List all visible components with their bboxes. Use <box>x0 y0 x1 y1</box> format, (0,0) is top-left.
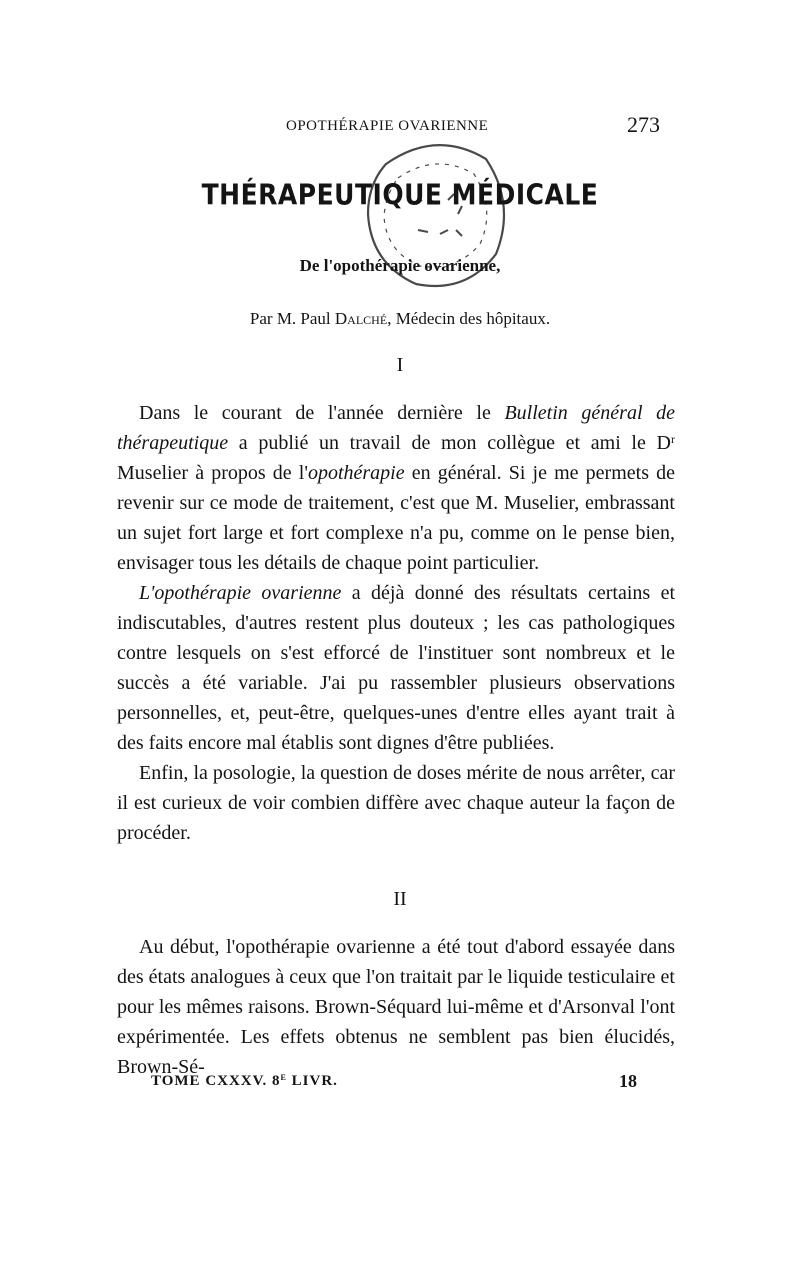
article-section-title: THÉRAPEUTIQUE MÉDICALE <box>201 177 599 212</box>
author-name: Dalché <box>334 309 388 328</box>
p1-italic-term: opothérapie <box>307 462 405 484</box>
signature-mark: 18 <box>619 1071 637 1091</box>
p2-italic-term: L'opothérapie ovarienne <box>139 582 342 604</box>
volume-text-b: LIVR. <box>286 1073 338 1089</box>
p1-text-f: en général. Si je me permets de revenir sur ce mode de traitement, c'est que M. Muselier, embrassant un sujet fort large et fort complexe n'a pu, comme on le pense bien, envisager tous les détails de chaque point particulier. <box>117 462 675 574</box>
paragraph-1 <box>117 398 675 578</box>
section-2-body <box>117 932 675 1082</box>
p2-text: a déjà donné des résultats certains et indiscutables, d'autres restent plus douteux ; les cas pathologiques contre lesquels on s'est efforcé de l'instituer sont nombreux et le succès a été variable. J'ai pu rassembler plusieurs observations personnelles, et, peut-être, quelques-unes d'entre elles ayant trait à des faits encore mal établis sont dignes d'être publiées. <box>117 582 675 754</box>
page-number: 273 <box>627 112 660 137</box>
volume-sup: e <box>280 1071 287 1083</box>
bulletin-title: Bulletin général de thérapeutique <box>117 402 675 454</box>
paragraph-2 <box>117 578 675 758</box>
paragraph-4: Au début, l'opothérapie ovarienne a été tout d'abord essayée dans des états analogues à ceux que l'on traitait par le liquide testiculaire et pour les mêmes raisons. Brown-Séquard lui-même et d'Arsonval l'ont expérimentée. Les effets obtenus ne semblent pas bien élucidés, Brown-Sé- <box>117 936 675 1078</box>
doctor-abbrev-sup: r <box>671 432 675 446</box>
paragraph-3: Enfin, la posologie, la question de doses mérite de nous arrêter, car il est curieux de voir combien diffère avec chaque auteur la façon de procéder. <box>117 762 675 844</box>
p1-text-d: Muselier à propos de l' <box>117 462 308 484</box>
p1-text-a: Dans le courant de l'année dernière le <box>139 402 505 424</box>
volume-label <box>151 1073 338 1089</box>
section-numeral-2: II <box>393 888 407 910</box>
volume-text-a: TOME CXXXV. 8 <box>151 1073 281 1089</box>
byline-prefix: Par M. Paul <box>249 309 335 328</box>
article-title: De l'opothérapie ovarienne, <box>299 256 501 275</box>
section-1-body <box>117 398 675 848</box>
running-head: OPOTHÉRAPIE OVARIENNE <box>286 118 489 134</box>
byline-suffix: , Médecin des hôpitaux. <box>387 309 551 328</box>
page-footer <box>151 1073 637 1090</box>
section-numeral-1: I <box>396 354 404 376</box>
byline <box>0 309 800 329</box>
p1-text-c: a publié un travail de mon collègue et ami le D <box>228 432 671 454</box>
